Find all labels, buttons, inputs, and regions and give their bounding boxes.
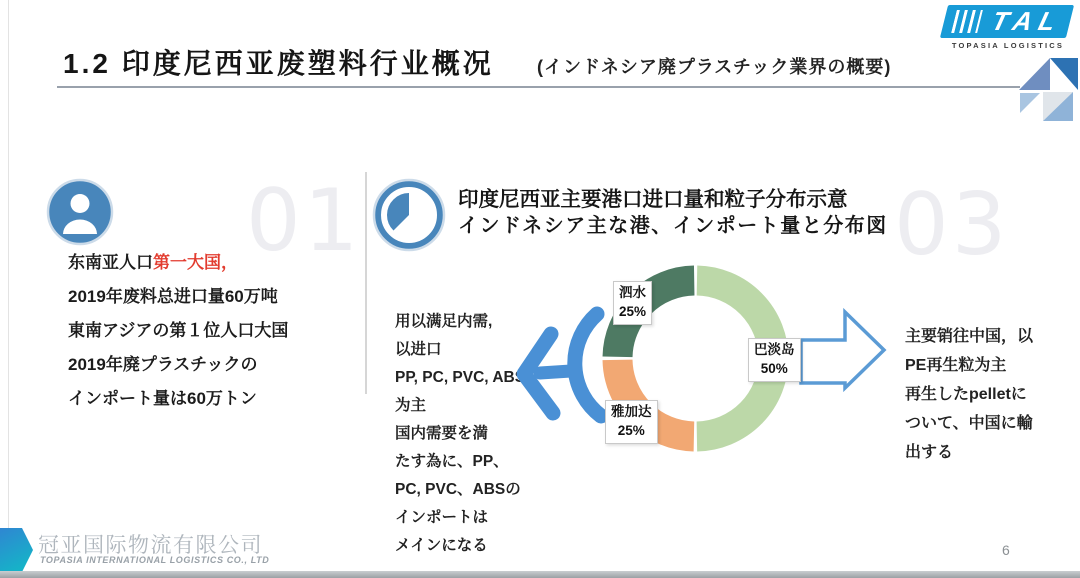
overview-text-block xyxy=(68,246,288,416)
donut-label-surabaya-name: 泗水 xyxy=(619,285,647,300)
overview-line1-black: 东南亚人口 xyxy=(68,253,153,272)
bottom-strip xyxy=(0,571,1080,578)
chart-title-block xyxy=(458,186,888,240)
tal-logo xyxy=(940,5,1074,38)
export-note-block xyxy=(905,322,1050,467)
export-note-line: ついて、中国に輸 xyxy=(905,415,1033,432)
import-note-line: 用以满足内需, xyxy=(395,313,493,330)
import-note-line: PP, PC, PVC, ABS xyxy=(395,369,526,386)
import-note-line: 为主 xyxy=(395,397,427,414)
donut-label-jakarta xyxy=(605,400,658,444)
footer-company-name: 冠亚国际物流有限公司 xyxy=(38,534,263,557)
import-note-line: たす為に、PP、 xyxy=(395,453,509,470)
overview-line: 東南アジアの第１位人口大国 xyxy=(68,321,289,340)
overview-line: 2019年废料总进口量60万吨 xyxy=(68,287,278,306)
chart-title-zh: 印度尼西亚主要港口进口量和粒子分布示意 xyxy=(458,188,848,211)
logo-tagline: TOPASIA LOGISTICS xyxy=(951,41,1065,50)
footer-company-name-en: TOPASIA INTERNATIONAL LOGISTICS CO., LTD xyxy=(40,555,270,565)
watermark-01: 01 xyxy=(246,171,362,271)
import-note-line: メインになる xyxy=(395,537,488,554)
donut-label-jakarta-pct: 25% xyxy=(617,422,645,438)
clock-icon xyxy=(372,178,446,252)
page-number: 6 xyxy=(1002,542,1010,558)
overview-line xyxy=(68,246,288,280)
import-note-line: 国内需要を満 xyxy=(395,425,489,442)
diamond-decoration-icon xyxy=(1016,55,1080,123)
overview-line: 2019年廃プラスチックの xyxy=(68,355,258,374)
logo-stripes-icon xyxy=(951,10,983,33)
import-note-line: PC, PVC、ABSの xyxy=(395,481,521,498)
donut-label-jakarta-name: 雅加达 xyxy=(611,404,652,419)
donut-label-batam xyxy=(748,338,801,382)
donut-label-surabaya xyxy=(613,281,652,325)
donut-label-surabaya-pct: 25% xyxy=(619,303,647,319)
overview-line: インポート量は60万トン xyxy=(68,389,257,408)
page-subtitle: (インドネシア廃プラスチック業界の概要) xyxy=(537,57,892,77)
export-arrow-icon xyxy=(797,306,891,396)
page-title: 1.2 印度尼西亚废塑料行业概况 xyxy=(63,48,494,79)
donut-label-batam-pct: 50% xyxy=(760,360,788,376)
chart-title-ja: インドネシア主な港、インポート量と分布図 xyxy=(458,215,888,237)
import-note-line: インポートは xyxy=(395,509,489,526)
logo-text: TAL xyxy=(988,6,1066,36)
footer-flag-icon xyxy=(0,527,34,573)
export-note-line: 出する xyxy=(905,444,954,461)
export-note-line: PE再生粒为主 xyxy=(905,357,1007,374)
left-edge-line xyxy=(8,0,9,571)
export-note-line: 主要销往中国，以 xyxy=(905,328,1034,345)
import-arrow-icon xyxy=(505,303,620,428)
donut-label-batam-name: 巴淡岛 xyxy=(754,342,795,357)
section-divider xyxy=(365,172,367,394)
overview-line1-red: 第一大国， xyxy=(153,253,238,272)
import-note-line: 以进口 xyxy=(395,341,442,358)
person-icon xyxy=(46,178,114,246)
export-note-line: 再生したpelletに xyxy=(905,386,1027,403)
title-underline xyxy=(57,86,1020,88)
watermark-03: 03 xyxy=(894,175,1010,275)
